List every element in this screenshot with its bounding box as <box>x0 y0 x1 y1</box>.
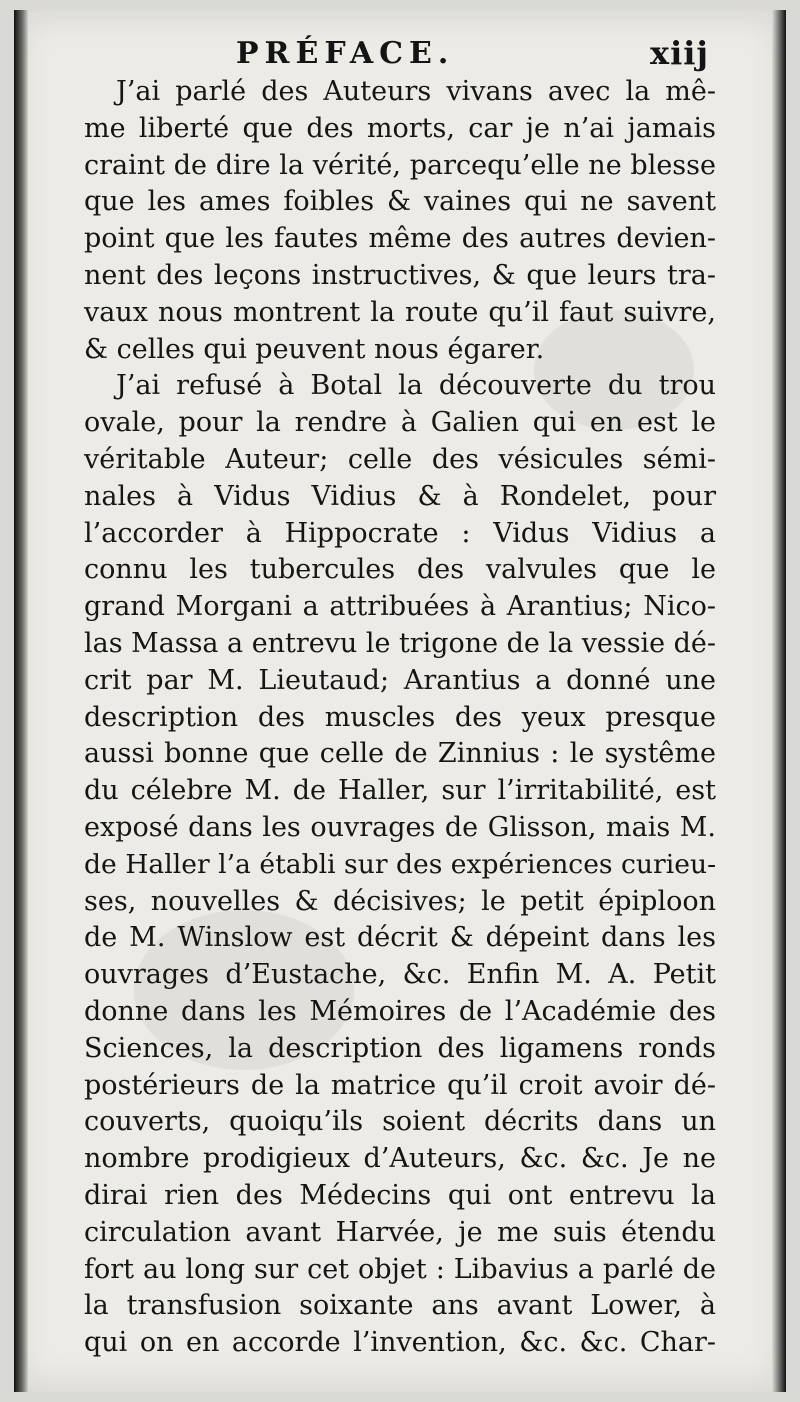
text-line: l’accorder à Hippocrate : Vidus Vidius a <box>84 517 716 549</box>
text-line: qui on en accorde l’invention, &c. &c. Char- <box>84 1327 716 1359</box>
text-line: la transfusion soixante ans avant Lower, à <box>84 1290 716 1322</box>
text-line: J’ai parlé des Auteurs vivans avec la mê- <box>116 76 716 107</box>
text-line: de Haller l’a établi sur des expériences curieu- <box>84 848 717 880</box>
paragraph <box>84 368 716 1362</box>
text-line: connu les tubercules des valvules que le <box>84 554 716 586</box>
text-line: description des muscles des yeux presque <box>84 701 716 733</box>
page-edge-right <box>772 10 786 1392</box>
text-line: las Massa a entrevu le trigone de la vessie dé- <box>84 627 716 659</box>
text-line: Sciences, la description des ligamens ronds <box>84 1032 716 1064</box>
page-edge-left <box>14 10 28 1392</box>
book-page <box>14 10 786 1392</box>
paragraph <box>84 74 716 368</box>
text-line: ses, nouvelles & décisives; le petit épiploon <box>84 885 716 917</box>
text-line: nent des leçons instructives, & que leurs tra- <box>84 259 716 291</box>
text-line: donne dans les Mémoires de l’Académie des <box>84 995 716 1027</box>
text-line: point que les fautes même des autres devien- <box>84 223 716 255</box>
text-line: crit par M. Lieutaud; Arantius a donné une <box>84 664 716 696</box>
text-line: de M. Winslow est décrit & dépeint dans les <box>84 922 716 954</box>
text-line: du célebre M. de Haller, sur l’irritabilité, est <box>84 775 716 807</box>
text-line: & celles qui peuvent nous égarer. <box>84 333 545 365</box>
text-line: J’ai refusé à Botal la découverte du trou <box>116 370 716 402</box>
text-line: que les ames foibles & vaines qui ne savent <box>84 186 716 218</box>
text-line: me liberté que des morts, car je n’ai jamais <box>84 112 716 144</box>
page-header <box>14 24 786 74</box>
text-line: circulation avant Harvée, je me suis étendu <box>84 1216 716 1248</box>
text-line: couverts, quoiqu’ils soient décrits dans un <box>84 1106 716 1138</box>
text-line: exposé dans les ouvrages de Glisson, mais M. <box>84 811 716 843</box>
text-line: ovale, pour la rendre à Galien qui en est le <box>84 407 716 439</box>
text-line: véritable Auteur; celle des vésicules sémi- <box>84 443 716 475</box>
text-line: dirai rien des Médecins qui ont entrevu la <box>84 1179 716 1211</box>
text-line: aussi bonne que celle de Zinnius : le systême <box>84 738 716 770</box>
text-line: craint de dire la vérité, parcequ’elle ne blesse <box>84 149 716 181</box>
text-line: ouvrages d’Eustache, &c. Enfin M. A. Petit <box>84 959 716 991</box>
running-title: PRÉFACE. <box>236 36 455 71</box>
text-line: fort au long sur cet objet : Libavius a parlé de <box>84 1253 716 1285</box>
text-line: postérieurs de la matrice qu’il croit avoir dé- <box>84 1069 716 1101</box>
text-line: vaux nous montrent la route qu’il faut suivre, <box>84 296 716 328</box>
page-number: xiij <box>650 34 709 72</box>
text-line: nales à Vidus Vidius & à Rondelet, pour <box>84 480 716 512</box>
text-line: grand Morgani a attribuées à Arantius; Nico- <box>84 591 716 623</box>
body-text <box>84 74 716 1362</box>
text-line: nombre prodigieux d’Auteurs, &c. &c. Je ne <box>84 1143 716 1175</box>
